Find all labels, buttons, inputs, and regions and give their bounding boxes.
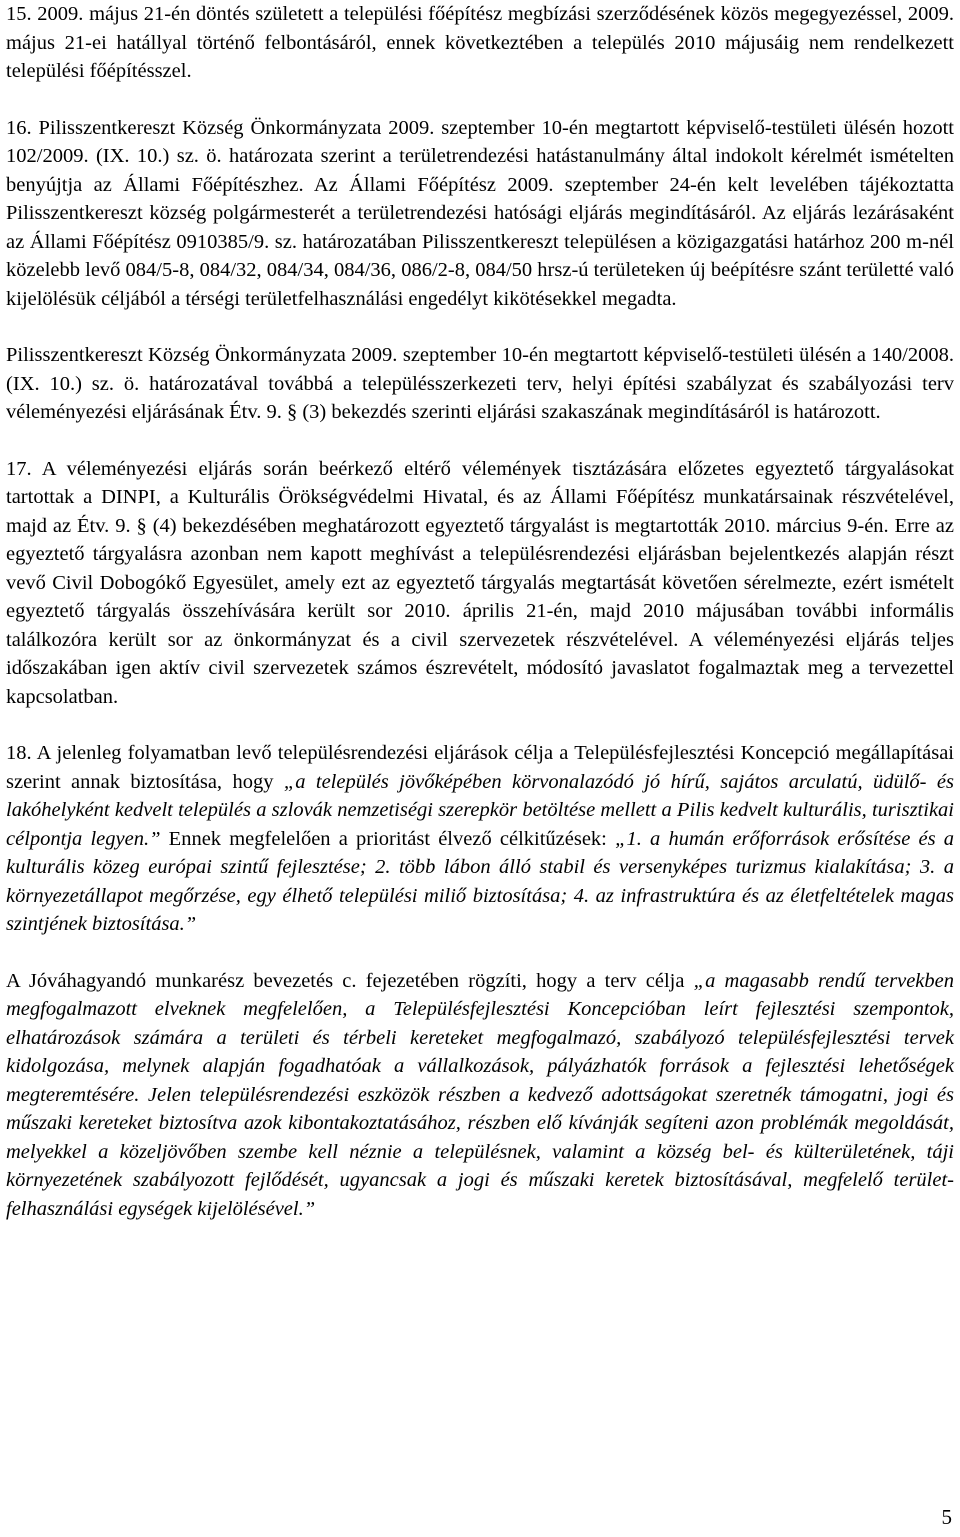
paragraph-17 bbox=[6, 455, 954, 712]
paragraph-16 bbox=[6, 114, 954, 314]
paragraph-gap bbox=[6, 711, 954, 739]
paragraph-18-text-1: 18. A jelenleg folyamatban levő településrendezési eljárások célja a Településfejlesztési Koncepció megállapításai szerint annak biztosítása, hogy bbox=[6, 742, 954, 793]
paragraph-15-text: 15. 2009. május 21-én döntés született a települési főépítész megbízási szerződésének közös megegyezéssel, 2009. május 21-ei hatállyal történő felbontásáról, ennek következtében a település 2010 májusáig nem rendelkezett települési főépítésszel. bbox=[6, 3, 954, 82]
paragraph-18b-text: A Jóváhagyandó munkarész bevezetés c. fejezetében rögzíti, hogy a terv célja bbox=[6, 969, 694, 992]
paragraph-18 bbox=[6, 739, 954, 939]
paragraph-18-quote-goals: „1. a humán erőforrások erősítése és a kulturális közeg európai szintű fejlesztése; 2. több lábon álló stabil és versenyképes turizmus kialakítása; 3. a környezetállapot megőrzése, egy élhető települési miliő biztosítása; 4. az infrastruktúra és az életfeltételek magas szintjének biztosítása.” bbox=[6, 827, 954, 935]
paragraph-18-quote-vision: „a település jövőképében körvonalazódó jó hírű, sajátos arculatú, üdülő- és lakóhelyként kedvelt település a szlovák nemzetiségi szerepkör betöltése mellett a Pilis kedvelt kulturális, turisztikai célpontja legyen.” bbox=[6, 770, 954, 850]
page-number: 5 bbox=[941, 1505, 952, 1529]
paragraph-gap bbox=[6, 313, 954, 341]
paragraph-16-text: 16. Pilisszentkereszt Község Önkormányzata 2009. szeptember 10-én megtartott képviselő-testületi ülésén hozott 102/2009. (IX. 10.) sz. ö. határozata szerint a területrendezési hatástanulmány által indokolt kérelmét ismételten benyújtja az Állami Főépítészhez. Az Állami Főépítész 2009. szeptember 24-én kelt levelében tájékoztatta Pilisszentkereszt község polgármesterét a területrendezési hatósági eljárás megindításáról. Az eljárás lezárásaként az Állami Főépítész 0910385/9. sz. határozatában Pilisszentkereszt településen a közigazgatási határhoz 200 m-nél közelebb levő 084/5-8, 084/32, 084/34, 084/36, 086/2-8, 084/50 hrsz-ú területeken új beépítésre szánt területté való kijelölésük céljából a térségi területfelhasználási engedélyt kikötésekkel megadta. bbox=[6, 116, 954, 310]
paragraph-18-text-2: Ennek megfelelően a prioritást élvező célkitűzések: bbox=[160, 827, 616, 850]
document-page bbox=[6, 0, 954, 1223]
paragraph-16b bbox=[6, 341, 954, 427]
paragraph-gap bbox=[6, 86, 954, 114]
paragraph-15 bbox=[6, 0, 954, 86]
paragraph-16b-text: Pilisszentkereszt Község Önkormányzata 2009. szeptember 10-én megtartott képviselő-testületi ülésén a 140/2008. (IX. 10.) sz. ö. határozatával továbbá a településszerkezeti terv, helyi építési szabályzat és szabályozási terv véleményezési eljárásának Étv. 9. § (3) bekezdés szerinti eljárási szakaszának megindításáról is határozott. bbox=[6, 344, 954, 423]
paragraph-gap bbox=[6, 427, 954, 455]
paragraph-17-text: 17. A véleményezési eljárás során beérkező eltérő vélemények tisztázására előzetes egyeztető tárgyalásokat tartottak a DINPI, a Kulturális Örökségvédelmi Hivatal, és az Állami Főépítész munkatársainak részvételével, majd az Étv. 9. § (4) bekezdésében meghatározott egyeztető tárgyalást is megtartották 2010. március 9-én. Erre az egyeztető tárgyalásra azonban nem kapott meghívást a településrendezési eljárásban bejelentkezés alapján részt vevő Civil Dobogókő Egyesület, amely ezt az egyeztető tárgyalás megtartását követően sérelmezte, ezért ismételt egyeztető tárgyalás összehívására került sor 2010. április 21-én, majd 2010 májusában további informális találkozóra került sor az önkormányzat és a civil szervezetek részvételével. A véleményezési eljárás teljes időszakában igen aktív civil szervezetek számos észrevételt, módosító javaslatot fogalmaztak meg a tervezettel kapcsolatban. bbox=[6, 457, 954, 708]
paragraph-18b bbox=[6, 967, 954, 1224]
paragraph-18b-quote: „a magasabb rendű tervekben megfogalmazott elveknek megfelelően, a Településfejlesztési Koncepcióban leírt fejlesztési szempontok, elhatározások számára a területi és térbeli kereteket megfogalmazó, szabályozó településfejlesztési tervek kidolgozása, melynek alapján fogadhatóak a vállalkozások, pályázhatók források a fejlesztési lehetőségek megteremtésére. Jelen településrendezési eszközök részben a kedvező adottságokat szeretnék támogatni, jogi és műszaki kereteket biztosítva azok kibontakoztatásához, részben elő kívánják segíteni azon problémák megoldását, melyekkel a közeljövőben szembe kell néznie a településnek, valamint a község bel- és külterületének, táji környezetének szabályozott fejlődését, ugyancsak a jogi és műszaki keretek biztosításával, megfelelő terület-felhasználási egységek kijelölésével.” bbox=[6, 969, 954, 1220]
paragraph-gap bbox=[6, 939, 954, 967]
